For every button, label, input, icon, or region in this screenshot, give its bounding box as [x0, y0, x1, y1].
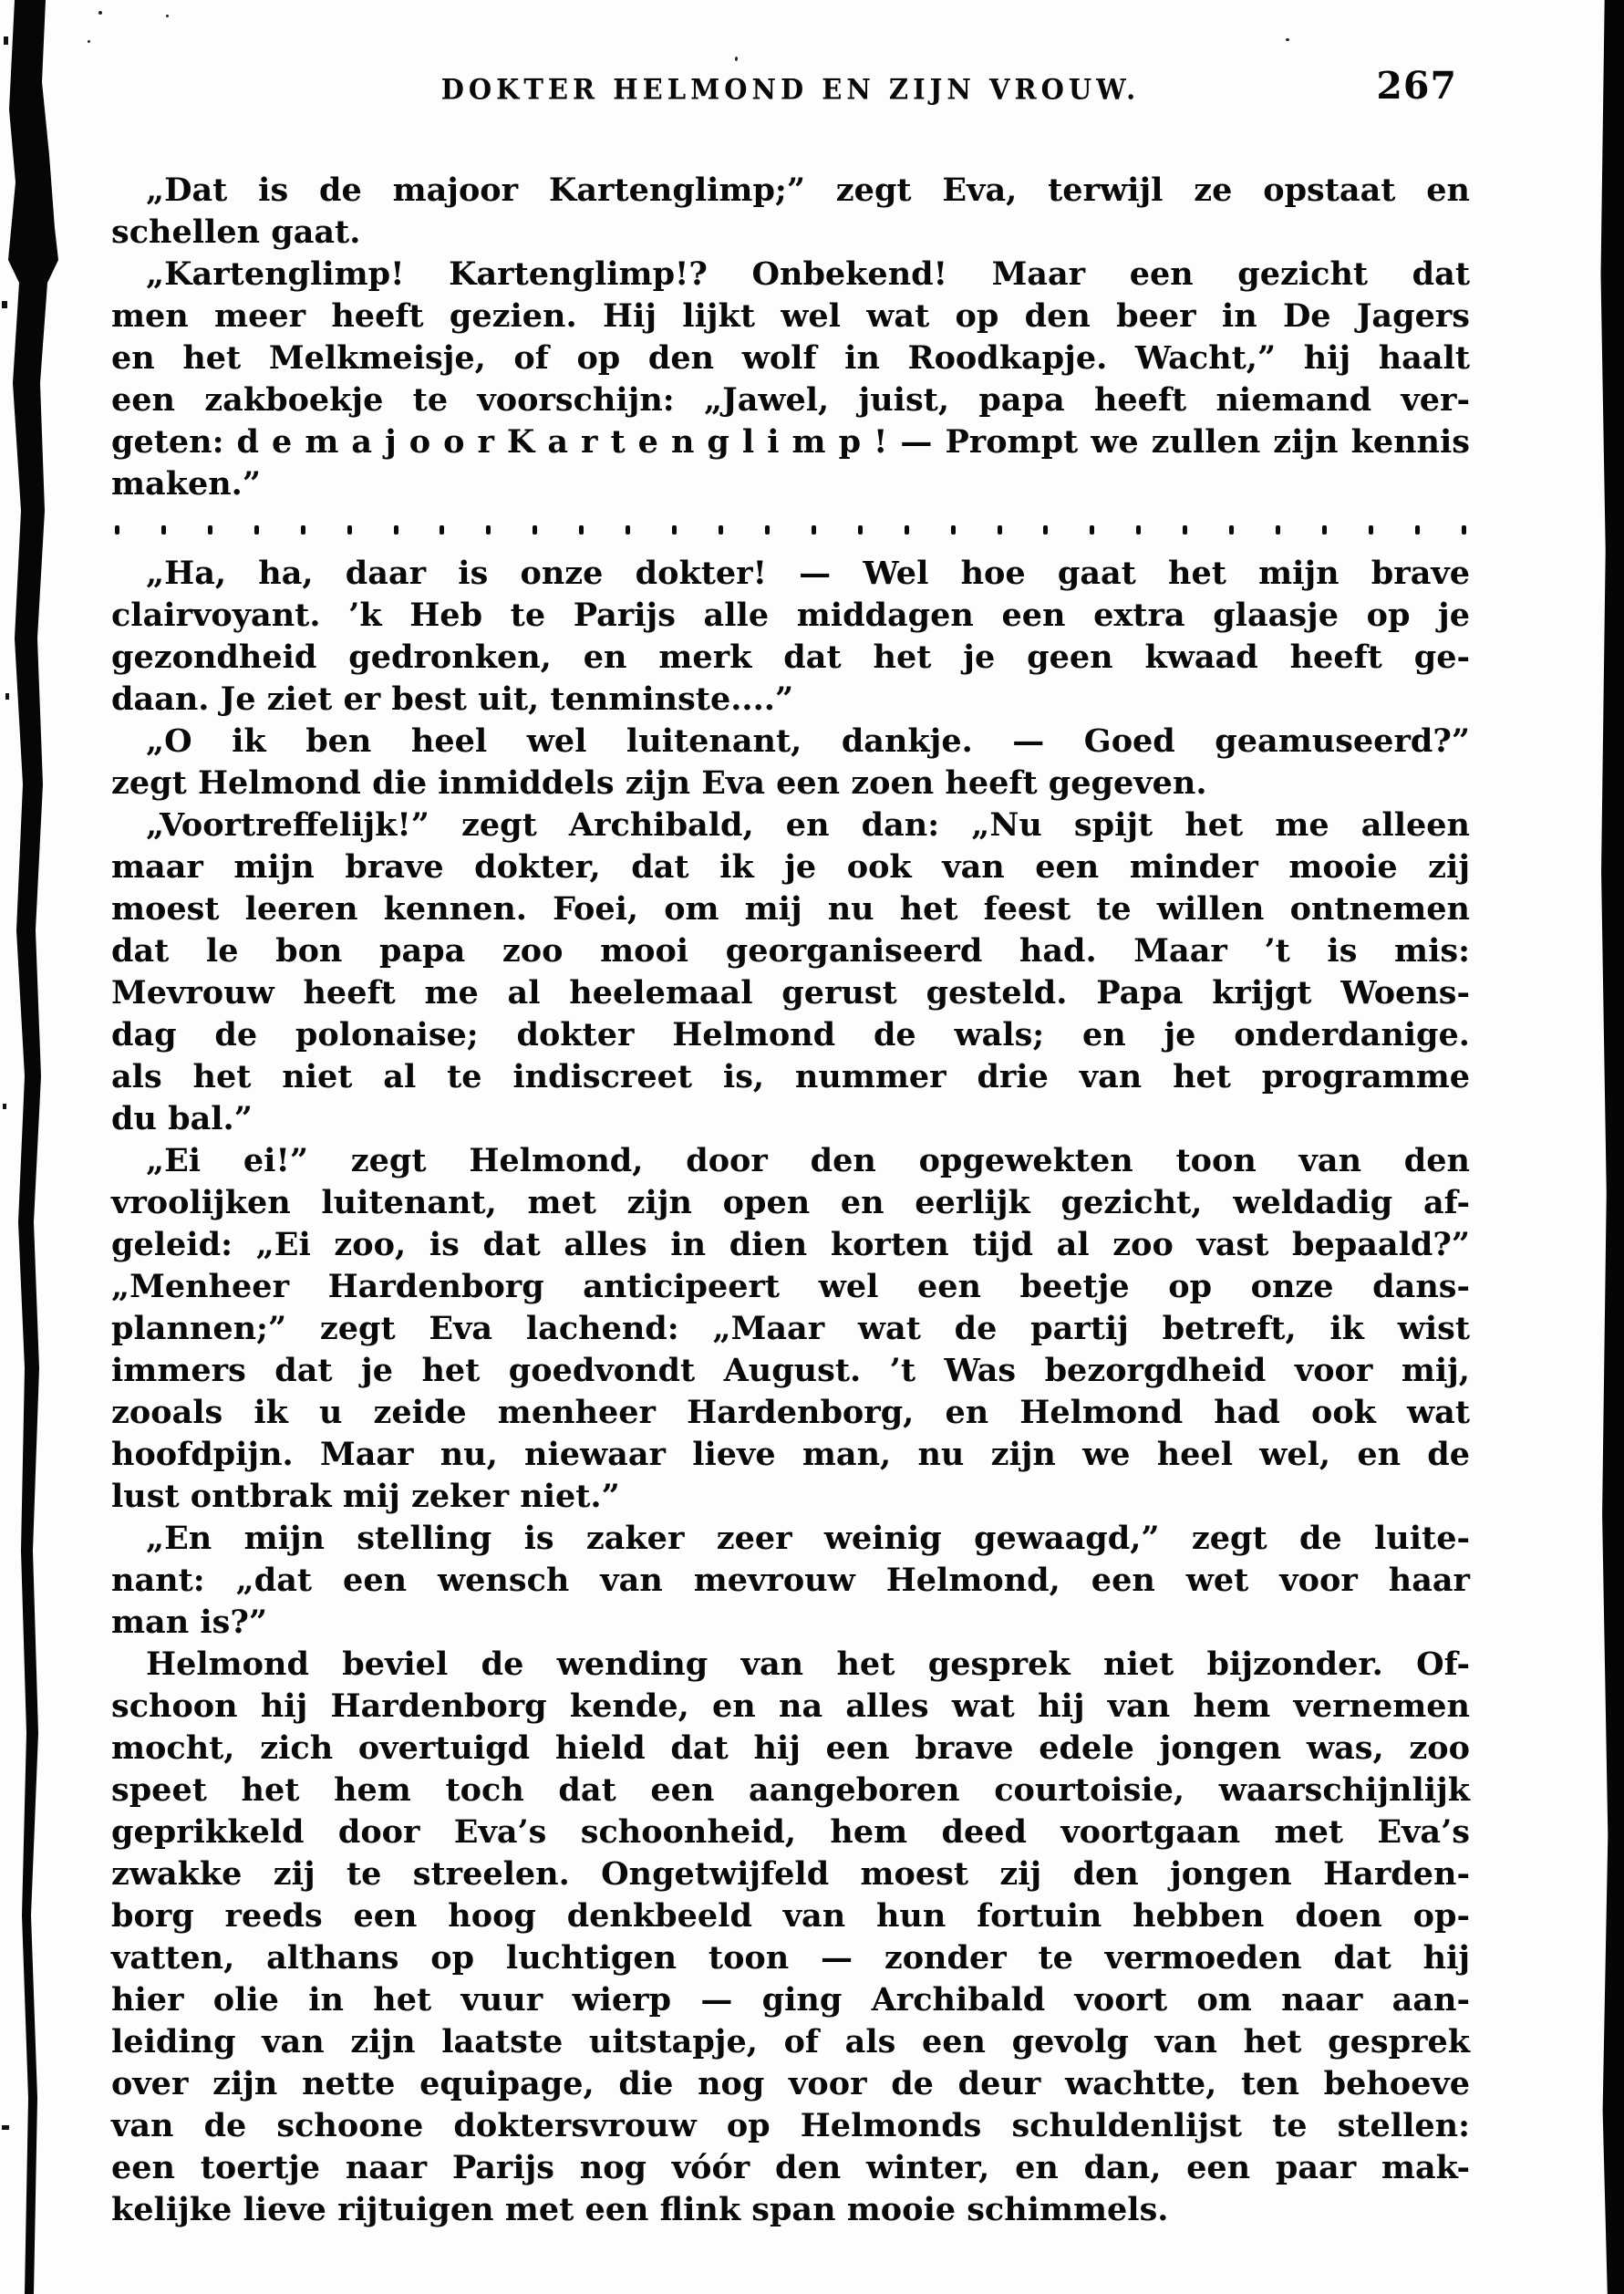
page-header: [111, 64, 1470, 115]
separator-dot: [951, 525, 956, 535]
text-line: „Ei ei!” zegt Helmond, door den opgewekten toon van den: [146, 1142, 1470, 1179]
text-line: schellen gaat.: [111, 213, 361, 251]
text-line: leiding van zijn laatste uitstapje, of als een gevolg van het gesprek: [111, 2023, 1470, 2060]
paragraph: [111, 254, 1470, 505]
text-line: als het niet al te indiscreet is, nummer drie van het programme: [111, 1058, 1470, 1095]
text-line: maar mijn brave dokter, dat ik je ook van een minder mooie zij: [111, 848, 1470, 886]
separator-dot: [440, 525, 444, 535]
text-line: immers dat je het goedvondt August. ’t Was bezorgdheid voor mij,: [111, 1352, 1470, 1389]
text-block: [111, 170, 1470, 2231]
separator-dot: [672, 525, 677, 535]
separator-dot: [1136, 525, 1141, 535]
separator-dot: [115, 525, 119, 535]
text-line: „Voortreffelijk!” zegt Archibald, en dan: „Nu spijt het me alleen: [146, 806, 1470, 844]
text-line: Helmond beviel de wending van het gesprek niet bijzonder. Of-: [146, 1645, 1470, 1683]
separator-dot: [812, 525, 816, 535]
scan-speck: [166, 15, 169, 17]
paragraph: [111, 1140, 1470, 1518]
separator-dot: [208, 525, 212, 535]
text-line: „Kartenglimp! Kartenglimp!? Onbekend! Maar een gezicht dat: [146, 255, 1470, 293]
scan-speck: [98, 11, 102, 15]
text-line: geten: d e m a j o o r K a r t e n g l i m p ! — Prompt we zullen zijn kennis: [111, 423, 1470, 461]
scan-edge-right-artifact: [1600, 0, 1624, 2294]
separator-dot: [1369, 525, 1373, 535]
separator-dot: [254, 525, 259, 535]
text-line: schoon hij Hardenborg kende, en na alles wat hij van hem vernemen: [111, 1687, 1470, 1725]
text-line: lust ontbrak mij zeker niet.”: [111, 1478, 620, 1515]
text-line: plannen;” zegt Eva lachend: „Maar wat de partij betreft, ik wist: [111, 1310, 1470, 1347]
separator-dot: [347, 525, 352, 535]
paragraph: [111, 553, 1470, 721]
text-line: zooals ik u zeide menheer Hardenborg, en Helmond had ook wat: [111, 1394, 1470, 1431]
paragraph: [111, 1644, 1470, 2231]
separator-dot: [533, 525, 537, 535]
text-line: een toertje naar Parijs nog vóór den winter, en dan, een paar mak-: [111, 2149, 1470, 2186]
text-line: Mevrouw heeft me al heelemaal gerust gesteld. Papa krijgt Woens-: [111, 974, 1470, 1012]
separator-dot: [998, 525, 1002, 535]
text-line: hoofdpijn. Maar nu, niewaar lieve man, nu zijn we heel wel, en de: [111, 1436, 1470, 1473]
text-line: zwakke zij te streelen. Ongetwijfeld moest zij den jongen Harden-: [111, 1855, 1470, 1893]
separator-dot: [858, 525, 863, 535]
paragraph: [111, 721, 1470, 804]
running-title: DOKTER HELMOND EN ZIJN VROUW.: [440, 73, 1141, 106]
separator-dot: [161, 525, 166, 535]
separator-dot: [394, 525, 398, 535]
text-line: „Menheer Hardenborg anticipeert wel een beetje op onze dans-: [111, 1268, 1470, 1305]
text-line: men meer heeft gezien. Hij lijkt wel wat op den beer in De Jagers: [111, 297, 1470, 335]
text-line: „Dat is de majoor Kartenglimp;” zegt Eva, terwijl ze opstaat en: [146, 171, 1470, 209]
separator-dot: [1229, 525, 1234, 535]
section-separator-dots: [111, 507, 1470, 553]
paragraph: [111, 804, 1470, 1140]
text-line: kelijke lieve rijtuigen met een flink span mooie schimmels.: [111, 2191, 1169, 2228]
text-line: „Ha, ha, daar is onze dokter! — Wel hoe gaat het mijn brave: [146, 555, 1470, 592]
text-line: mocht, zich overtuigd hield dat hij een brave edele jongen was, zoo: [111, 1729, 1470, 1767]
text-line: van de schoone doktersvrouw op Helmonds schuldenlijst te stellen:: [111, 2107, 1470, 2144]
text-line: een zakboekje te voorschijn: „Jawel, juist, papa heeft niemand ver-: [111, 381, 1470, 419]
text-line: over zijn nette equipage, die nog voor de deur wachtte, ten behoeve: [111, 2065, 1470, 2102]
separator-dot: [1276, 525, 1280, 535]
text-line: clairvoyant. ’k Heb te Parijs alle middagen een extra glaasje op je: [111, 597, 1470, 634]
text-line: hier olie in het vuur wierp — ging Archibald voort om naar aan-: [111, 1981, 1470, 2019]
scan-edge-left-artifact: [0, 0, 64, 2294]
text-line: „En mijn stelling is zaker zeer weinig gewaagd,” zegt de luite-: [146, 1520, 1470, 1557]
separator-dot: [486, 525, 491, 535]
text-line: gezondheid gedronken, en merk dat het je geen kwaad heeft ge-: [111, 638, 1470, 676]
text-line: du bal.”: [111, 1100, 253, 1137]
text-line: man is?”: [111, 1604, 267, 1641]
scan-speck: [735, 57, 738, 61]
separator-dot: [1183, 525, 1187, 535]
text-line: vroolijken luitenant, met zijn open en eerlijk gezicht, weldadig af-: [111, 1184, 1470, 1221]
separator-dot: [1090, 525, 1094, 535]
text-line: maken.”: [111, 465, 261, 503]
scan-speck: [88, 40, 90, 43]
paragraph: [111, 1518, 1470, 1644]
separator-dot: [1322, 525, 1327, 535]
text-line: dat le bon papa zoo mooi georganiseerd had. Maar ’t is mis:: [111, 932, 1470, 970]
text-line: vatten, althans op luchtigen toon — zonder te vermoeden dat hij: [111, 1939, 1470, 1977]
text-line: moest leeren kennen. Foei, om mij nu het feest te willen ontnemen: [111, 890, 1470, 928]
text-line: „O ik ben heel wel luitenant, dankje. — Goed geamuseerd?”: [146, 722, 1470, 760]
text-line: speet het hem toch dat een aangeboren courtoisie, waarschijnlijk: [111, 1771, 1470, 1809]
paragraph: [111, 170, 1470, 254]
separator-dot: [905, 525, 909, 535]
separator-dot: [1043, 525, 1048, 535]
separator-dot: [301, 525, 305, 535]
page-number: 267: [1376, 64, 1457, 108]
separator-dot: [1415, 525, 1420, 535]
text-line: borg reeds een hoog denkbeeld van hun fortuin hebben doen op-: [111, 1897, 1470, 1935]
text-line: geleid: „Ei zoo, is dat alles in dien korten tijd al zoo vast bepaald?”: [111, 1226, 1470, 1263]
separator-dot: [765, 525, 770, 535]
text-line: dag de polonaise; dokter Helmond de wals; en je onderdanige.: [111, 1016, 1470, 1054]
separator-dot: [719, 525, 723, 535]
separator-dot: [626, 525, 630, 535]
scan-speck: [1286, 38, 1289, 41]
text-line: en het Melkmeisje, of op den wolf in Roodkapje. Wacht,” hij haalt: [111, 339, 1470, 377]
text-line: geprikkeld door Eva’s schoonheid, hem deed voortgaan met Eva’s: [111, 1813, 1470, 1851]
text-line: nant: „dat een wensch van mevrouw Helmond, een wet voor haar: [111, 1562, 1470, 1599]
separator-dot: [579, 525, 584, 535]
text-line: daan. Je ziet er best uit, tenminste....”: [111, 680, 794, 718]
separator-dot: [1462, 525, 1466, 535]
text-line: zegt Helmond die inmiddels zijn Eva een zoen heeft gegeven.: [111, 764, 1207, 802]
